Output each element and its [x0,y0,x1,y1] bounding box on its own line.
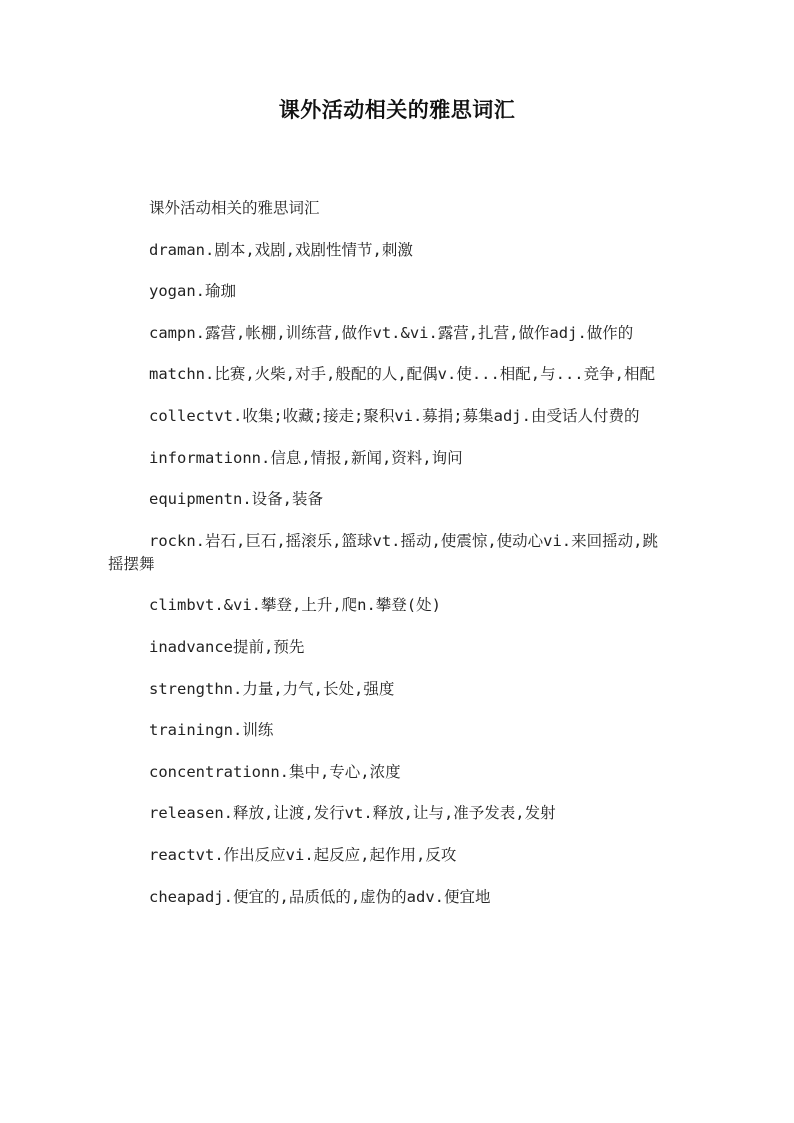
vocab-entry-strength: strengthn.力量,力气,长处,强度 [149,679,395,698]
paragraph-heading: 课外活动相关的雅思词汇 [149,199,320,217]
vocab-entry-in-advance: inadvance提前,预先 [149,637,305,656]
document-body [108,197,668,927]
vocab-entry-cheap: cheapadj.便宜的,品质低的,虚伪的adv.便宜地 [149,887,491,906]
vocab-entry-collect: collectvt.收集;收藏;接走;聚积vi.募捐;募集adj.由受话人付费的 [149,406,640,425]
vocab-entry-rock: rockn.岩石,巨石,摇滚乐,篮球vt.摇动,使震惊,使动心vi.来回摇动,跳摇摆舞 [108,531,658,573]
vocab-entry-information: informationn.信息,情报,新闻,资料,询问 [149,448,463,467]
vocab-entry-climb: climbvt.&vi.攀登,上升,爬n.攀登(处) [149,596,441,615]
vocab-entry-drama: draman.剧本,戏剧,戏剧性情节,刺激 [149,240,413,259]
vocab-entry-equipment: equipmentn.设备,装备 [149,490,323,509]
vocab-entry-release: releasen.释放,让渡,发行vt.释放,让与,准予发表,发射 [149,804,556,823]
document-title: 课外活动相关的雅思词汇 [278,97,516,122]
vocab-entry-concentration: concentrationn.集中,专心,浓度 [149,762,401,781]
vocab-entry-match: matchn.比赛,火柴,对手,般配的人,配偶v.使...相配,与...竞争,相配 [149,365,655,384]
vocab-entry-camp: campn.露营,帐棚,训练营,做作vt.&vi.露营,扎营,做作adj.做作的 [149,323,634,342]
vocab-entry-yoga: yogan.瑜珈 [149,282,236,301]
vocab-entry-react: reactvt.作出反应vi.起反应,起作用,反攻 [149,845,457,864]
vocab-entry-training: trainingn.训练 [149,721,274,740]
